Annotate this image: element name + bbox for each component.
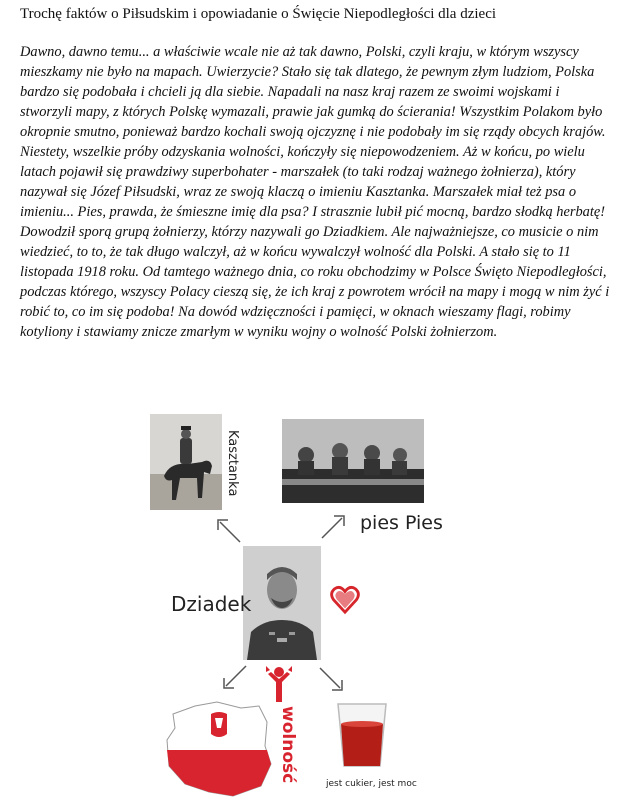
tea-label: jest cukier, jest moc — [326, 779, 417, 789]
arrow-to-horse — [214, 516, 244, 546]
arrow-to-car — [318, 512, 348, 542]
photo-portrait — [243, 546, 321, 660]
photo-horse — [150, 414, 222, 510]
story-paragraph: Dawno, dawno temu... a właściwie wcale nie aż tak dawno, Polski, czyli kraju, w którym wszyscy mieszkamy nie było na mapach. Uwierzycie? Stało się tak dlatego, że pewnym złym ludziom, Polska bardzo się podobała i chcieli ją dla siebie. Napadali na nasz kraj razem ze swoimi wojskami i stworzyli mapy, z których Polskę wymazali, prawie jak gumką do ścierania! Wszystkim Polakom było okropnie smutno, ponieważ bardzo kochali swoją ojczyznę i nie podobały im się rządy obcych krajów. Niestety, wszelkie próby odzyskania wolności, kończyły się niepowodzeniem. Aż w końcu, po wielu latach pojawił się prawdziwy superbohater - marszałek (to taki rodzaj ważnego żołnierza), który nazywał się Józef Piłsudski, wraz ze swoją klaczą o imieniu Kasztanka. Marszałek miał też psa o imieniu... Pies, prawda, że śmieszne imię dla psa? I strasznie lubił pić mocną, bardzo słodką herbatę! Dowodził sporą grupą żołnierzy, którzy nazywali go Dziadkiem. Ale najważniejsze, co musicie o nim wiedzieć, to to, że tak długo walczył, aż w końcu wywalczył wolność dla Polski. A stało się to 11 listopada 1918 roku. Od tamtego ważnego dnia, co roku obchodzimy w Polsce Święto Niepodległości, podczas którego, wszyscy Polacy cieszą się, że ich kraj z powrotem wrócił na mapy i mogą w nim żyć i robić to, co im się podoba! Na dowód wdzięczności i pamięci, w oknach wieszamy flagi, robimy kotyliony i stawiamy znicze zmarłym w wyniku wojny o wolność Polski żołnierzom. — [20, 44, 610, 340]
wolnosc-label: wolność — [278, 706, 298, 784]
pies-label: pies Pies — [360, 512, 443, 534]
tea-glass-icon — [330, 700, 394, 770]
kasztanka-label: Kasztanka — [225, 430, 240, 497]
heart-icon — [330, 585, 360, 615]
freedom-figure-icon — [262, 664, 296, 704]
poland-map — [163, 700, 273, 800]
page-title: Trochę faktów o Piłsudskim i opowiadanie o Święcie Niepodległości dla dzieci — [20, 6, 497, 22]
arrow-to-tea — [316, 664, 346, 694]
dziadek-label: Dziadek — [171, 592, 252, 616]
arrow-to-map — [220, 662, 250, 692]
photo-car — [282, 419, 424, 503]
